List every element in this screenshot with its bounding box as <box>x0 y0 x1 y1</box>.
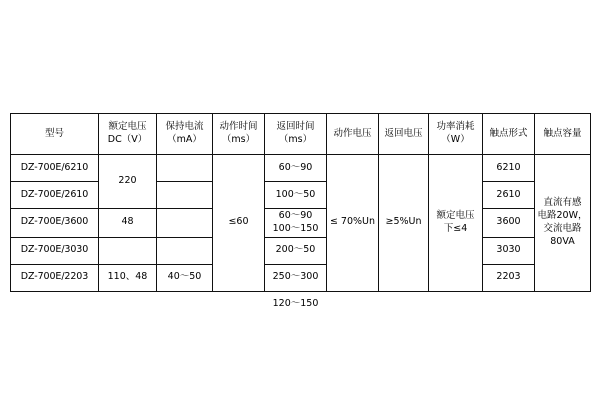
header-row <box>11 114 591 155</box>
cell-contact-capacity <box>535 155 591 292</box>
cell-empty <box>11 291 99 318</box>
power-line1: 额定电压 <box>436 210 475 221</box>
cell-empty <box>535 291 591 318</box>
header-line1: 触点容量 <box>543 127 582 139</box>
header-line2: （ms） <box>278 134 313 145</box>
cell-action-time: ≤60 <box>213 155 265 292</box>
header-line1: 额定电压 <box>108 121 147 133</box>
cell-model: DZ-700E/2203 <box>11 264 99 291</box>
header-cell-contact-form <box>483 114 535 155</box>
cell-contact-form: 3030 <box>483 237 535 264</box>
header-line1: 功率消耗 <box>436 121 475 133</box>
header-line2: （ms） <box>221 134 256 145</box>
header-cell-hold-current <box>157 114 213 155</box>
power-line2: 下≤4 <box>443 222 468 234</box>
header-line2: （mA） <box>167 134 202 145</box>
cell-rated-voltage: 220 <box>99 155 157 209</box>
cell-contact-form: 2203 <box>483 264 535 291</box>
cell-power-consumption <box>429 155 483 292</box>
cell-empty <box>213 291 265 318</box>
header-cell-action-time <box>213 114 265 155</box>
cell-model: DZ-700E/3030 <box>11 237 99 264</box>
cell-action-voltage: ≤ 70%Un <box>327 155 379 292</box>
table-row-extra <box>11 291 591 318</box>
cell-model: DZ-700E/2610 <box>11 182 99 209</box>
cell-return-time: 250～300 <box>265 264 327 291</box>
cell-hold-current <box>157 237 213 264</box>
header-cell-return-time <box>265 114 327 155</box>
table-row <box>11 237 591 264</box>
capacity-line2: 电路20W， <box>537 210 588 221</box>
cell-hold-current <box>157 182 213 209</box>
header-line1: 返回时间 <box>276 121 315 133</box>
cell-rated-voltage <box>99 237 157 264</box>
header-line1: 返回电压 <box>384 127 423 139</box>
header-line1: 保持电流 <box>165 121 204 133</box>
table-row <box>11 209 591 238</box>
cell-return-time: 100～50 <box>265 182 327 209</box>
cell-contact-form: 2610 <box>483 182 535 209</box>
table-header <box>11 114 591 155</box>
cell-model: DZ-700E/6210 <box>11 155 99 182</box>
cell-empty <box>99 291 157 318</box>
header-cell-model <box>11 114 99 155</box>
capacity-line1: 直流有感 <box>543 197 582 209</box>
header-cell-action-voltage <box>327 114 379 155</box>
cell-return-time-extra: 120～150 <box>272 298 319 310</box>
cell-return-time: 200～50 <box>265 237 327 264</box>
cell-return-time: 60～90 <box>265 155 327 182</box>
table-row <box>11 264 591 291</box>
header-cell-power <box>429 114 483 155</box>
cell-rated-voltage: 110、48 <box>99 264 157 291</box>
table-row <box>11 155 591 182</box>
return-time-line1: 60～90 <box>278 210 313 221</box>
cell-hold-current: 40～50 <box>157 264 213 291</box>
cell-empty <box>157 291 213 318</box>
specification-table <box>10 113 591 318</box>
cell-contact-form: 6210 <box>483 155 535 182</box>
header-line1: 动作电压 <box>333 127 372 139</box>
header-cell-contact-capacity <box>535 114 591 155</box>
header-line2: （W） <box>441 134 470 145</box>
cell-empty <box>379 291 429 318</box>
header-line2: DC（V） <box>107 134 148 145</box>
capacity-line3: 交流电路 <box>543 222 582 234</box>
cell-return-time <box>265 209 327 238</box>
table-body <box>11 155 591 318</box>
cell-model: DZ-700E/3600 <box>11 209 99 238</box>
cell-rated-voltage: 48 <box>99 209 157 238</box>
cell-empty <box>483 291 535 318</box>
cell-return-voltage: ≥5%Un <box>379 155 429 292</box>
header-line1: 型号 <box>44 127 64 139</box>
capacity-line4: 80VA <box>550 235 575 247</box>
cell-hold-current <box>157 155 213 182</box>
header-cell-return-voltage <box>379 114 429 155</box>
header-cell-rated-voltage <box>99 114 157 155</box>
cell-empty <box>429 291 483 318</box>
header-line1: 触点形式 <box>489 127 528 139</box>
cell-hold-current <box>157 209 213 238</box>
table-row <box>11 182 591 209</box>
cell-contact-form: 3600 <box>483 209 535 238</box>
return-time-line2: 100～150 <box>272 222 319 234</box>
cell-empty <box>327 291 379 318</box>
header-line1: 动作时间 <box>219 121 258 133</box>
